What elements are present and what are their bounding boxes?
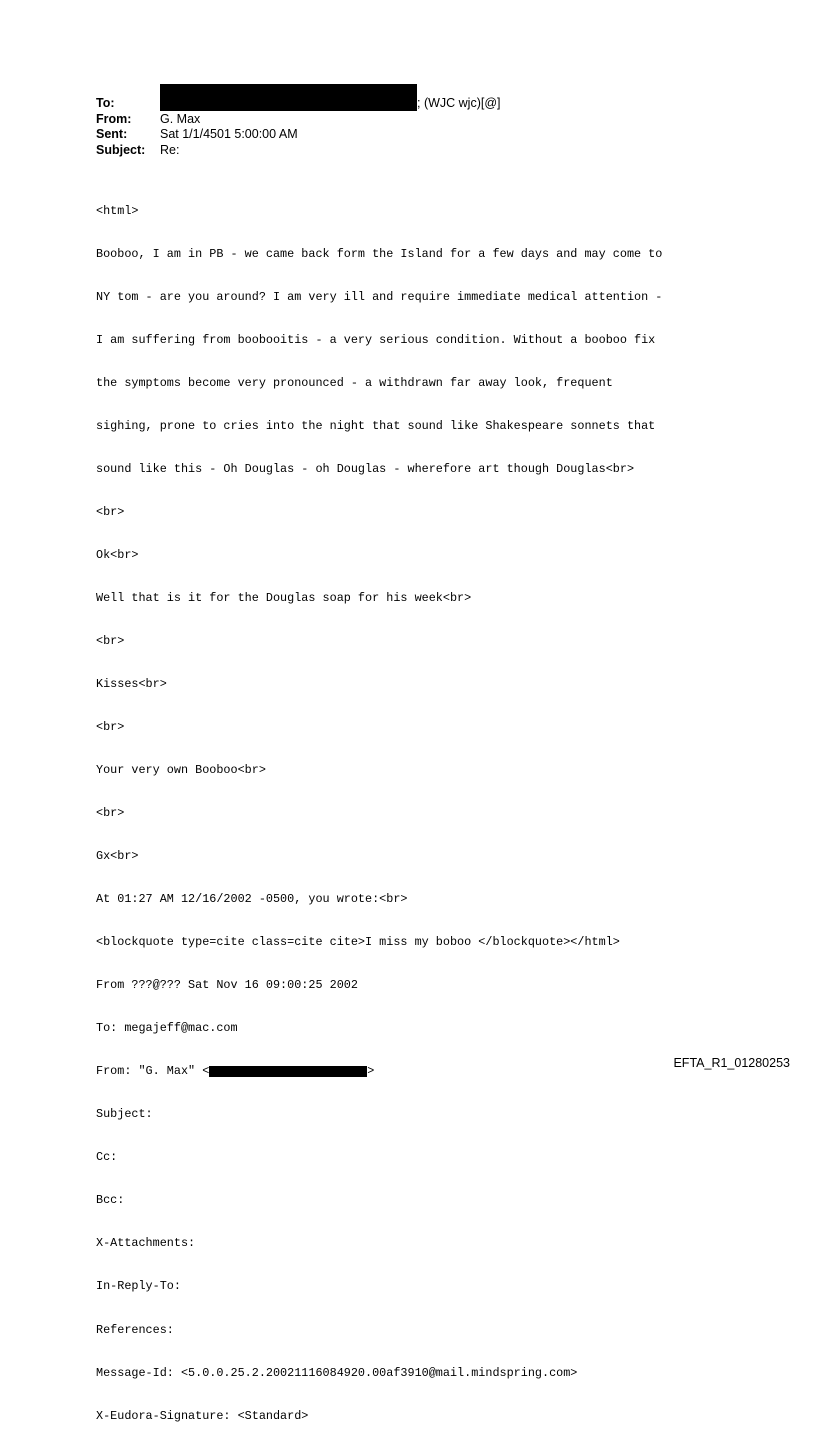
email-body — [96, 175, 736, 1437]
subject-label: Subject: — [96, 142, 146, 157]
body-line: X-Eudora-Signature: <Standard> — [96, 1408, 309, 1423]
body-line: <br> — [96, 634, 125, 648]
body-line: Bcc: — [96, 1193, 125, 1208]
body-line: sound like this - Oh Douglas - oh Douglas - wherefore art though Douglas<br> — [96, 461, 635, 476]
body-line: <br> — [96, 504, 125, 519]
body-line: X-Attachments: — [96, 1236, 196, 1251]
to-label: To: — [96, 96, 115, 110]
body-line: <html> — [96, 203, 139, 218]
body-line: Message-Id: <5.0.0.25.2.20021116084920.00af3910@mail.mindspring.com> — [96, 1365, 578, 1380]
to-value — [160, 96, 501, 112]
body-line: Ok<br> — [96, 547, 139, 562]
email-header — [96, 96, 696, 158]
header-from-row — [96, 112, 696, 128]
body-line: References: — [96, 1322, 174, 1337]
from-line-prefix: From: "G. Max" < — [96, 1064, 210, 1079]
header-subject-row — [96, 143, 696, 159]
body-line: <br> — [96, 806, 125, 821]
to-recipient-text: ; (WJC wjc)[@] — [417, 96, 501, 110]
sent-label: Sent: — [96, 127, 128, 141]
body-line: Well that is it for the Douglas soap for his week<br> — [96, 590, 472, 605]
body-line: Your very own Booboo<br> — [96, 763, 266, 778]
body-line: Cc: — [96, 1150, 118, 1165]
body-line: <br> — [96, 720, 125, 735]
header-sent-row — [96, 127, 696, 143]
body-line: Kisses<br> — [96, 677, 167, 692]
body-line: I am suffering from boobooitis - a very serious condition. Without a booboo fix — [96, 332, 656, 347]
body-line: the symptoms become very pronounced - a withdrawn far away look, frequent — [96, 375, 613, 390]
from-header-line — [96, 1064, 736, 1078]
body-line: From ???@??? Sat Nov 16 09:00:25 2002 — [96, 978, 358, 993]
from-value: G. Max — [160, 111, 201, 126]
body-line: <blockquote type=cite class=cite cite>I miss my boboo </blockquote></html> — [96, 935, 620, 950]
body-line: To: megajeff@mac.com — [96, 1021, 238, 1036]
redaction-block — [160, 84, 417, 111]
header-to-row — [96, 96, 696, 112]
from-line-suffix: > — [367, 1064, 375, 1079]
body-line: In-Reply-To: — [96, 1279, 181, 1294]
from-label: From: — [96, 111, 132, 126]
body-line: Booboo, I am in PB - we came back form the Island for a few days and may come to — [96, 246, 663, 261]
body-line: Subject: — [96, 1107, 153, 1122]
body-line: At 01:27 AM 12/16/2002 -0500, you wrote:<br> — [96, 892, 408, 907]
body-line: NY tom - are you around? I am very ill and require immediate medical attention - — [96, 289, 663, 304]
subject-value: Re: — [160, 142, 180, 157]
sent-value: Sat 1/1/4501 5:00:00 AM — [160, 127, 298, 141]
redaction-block — [209, 1066, 367, 1077]
body-line: sighing, prone to cries into the night that sound like Shakespeare sonnets that — [96, 418, 656, 433]
body-line: Gx<br> — [96, 849, 139, 864]
document-id: EFTA_R1_01280253 — [673, 1056, 790, 1070]
